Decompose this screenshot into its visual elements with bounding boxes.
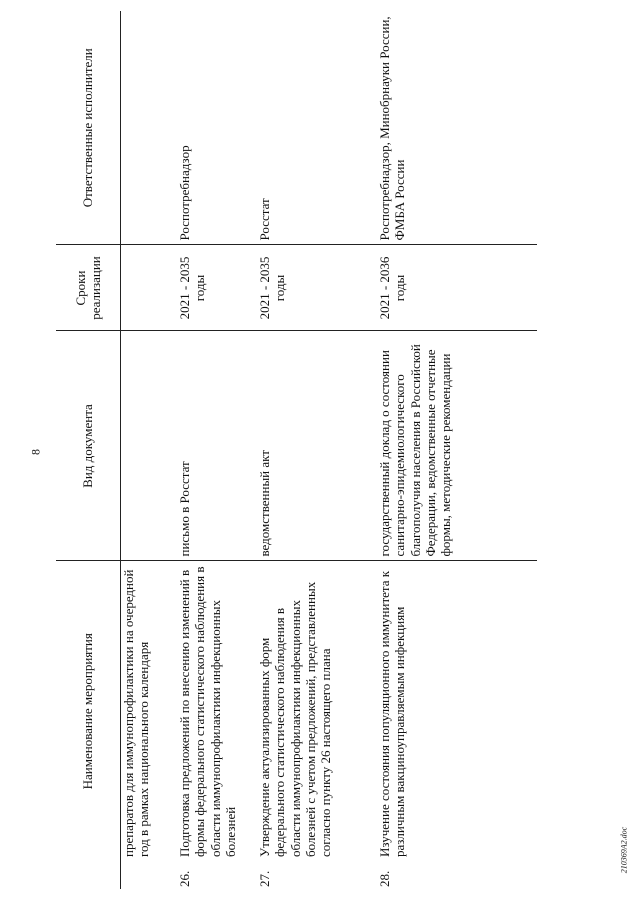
row-responsible [121, 11, 178, 245]
row-term [121, 245, 178, 331]
row-name: Утверждение актуализированных форм федерального статистического наблюдения в области иммунопрофилактики инфекционных болезней с учетом предложений, представленных согласно пункту 26 настоящего плана [257, 581, 334, 857]
header-name: Наименование мероприятия [56, 561, 121, 861]
page-number: 8 [28, 449, 43, 455]
row-responsible: Росстат [257, 11, 377, 245]
header-doc-type: Вид документа [56, 331, 121, 561]
row-doc-type: государственный доклад о состоянии санитарно-эпидемиологического благополучия населения в Российской Федерации, ведомственные отчетные формы, методические рекомендации [377, 331, 537, 561]
row-doc-type: ведомственный акт [257, 331, 377, 561]
row-responsible: Роспотребнадзор [177, 11, 257, 245]
measures-table [56, 11, 537, 889]
row-term: 2021 - 2035 годы [257, 245, 377, 331]
header-term: Сроки реализации [56, 245, 121, 331]
footer-file-code: 210369A2.doc [619, 826, 629, 874]
row-number: 26. [177, 870, 192, 887]
row-name: Подготовка предложений по внесению изменений в формы федерального статистического наблюдения в области иммунопрофилактики инфекционных болезней [177, 566, 238, 857]
rotated-plan-table [56, 11, 607, 889]
header-number [56, 861, 121, 889]
row-doc-type [121, 331, 178, 561]
row-responsible: Роспотребнадзор, Минобрнауки России, ФМБА России [377, 11, 537, 245]
table-row [377, 11, 537, 889]
row-number [121, 861, 178, 889]
header-responsible: Ответственные исполнители [56, 11, 121, 245]
row-name: препаратов для иммунопрофилактики на очередной год в рамках национального календаря [121, 569, 152, 857]
row-doc-type: письмо в Росстат [177, 331, 257, 561]
row-number: 27. [257, 870, 272, 887]
table-row [177, 11, 257, 889]
row-term: 2021 - 2036 годы [377, 245, 537, 331]
table-row [257, 11, 377, 889]
header-row [56, 11, 121, 889]
row-term: 2021 - 2035 годы [177, 245, 257, 331]
row-number: 28. [377, 870, 392, 887]
table-row [121, 11, 178, 889]
row-name: Изучение состояния популяционного иммунитета к различным вакциноуправляемым инфекциям [377, 570, 408, 857]
